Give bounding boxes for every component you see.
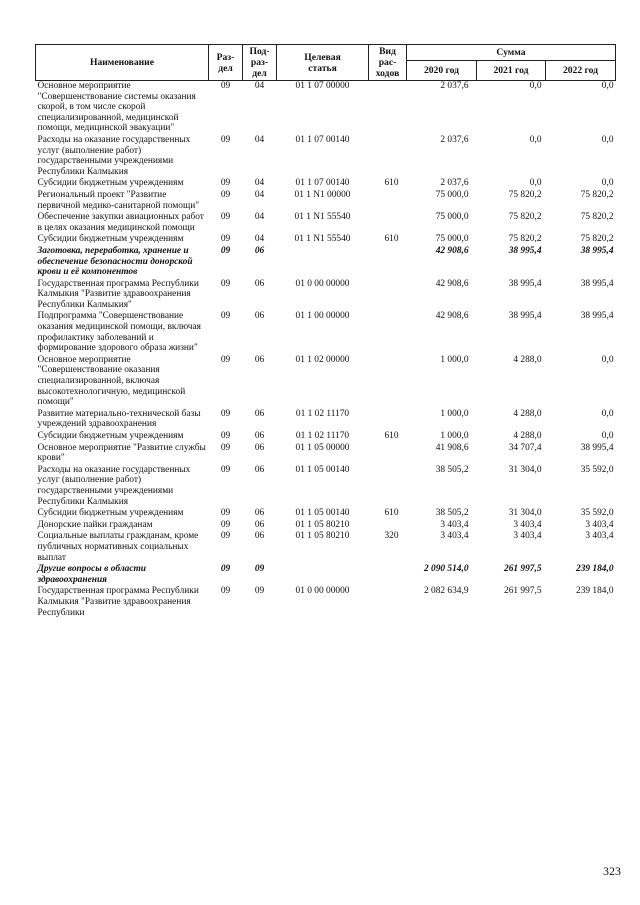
row-sum-2020: 1 000,0: [440, 354, 469, 365]
row-sum-2021: 38 995,4: [508, 278, 542, 289]
budget-table: [35, 44, 616, 619]
row-target: 01 1 N1 00000: [294, 189, 351, 200]
table-row: [36, 234, 616, 246]
row-sum-2022: 38 995,4: [580, 442, 614, 453]
row-target: 01 1 07 00140: [295, 178, 350, 189]
table-row: [36, 246, 616, 279]
row-vid: [369, 246, 407, 279]
row-name: Подпрограмма "Совершенствование оказания медицинской помощи, включая профилактику заболеваний и формирование здорового образа жизни": [37, 311, 201, 354]
row-razdel: 09: [220, 564, 231, 575]
row-name: Основное мероприятие "Совершенствование оказания специализированной, включая высокотехнологичную, медицинской помощи": [37, 354, 186, 408]
row-razdel: 09: [220, 278, 231, 289]
row-sum-2020: 1 000,0: [440, 431, 469, 441]
row-podrazdel: 06: [254, 531, 265, 542]
row-podrazdel: 06: [254, 519, 265, 530]
table-row: [36, 465, 616, 508]
row-target: 01 1 05 00000: [295, 442, 350, 453]
row-name: Основное мероприятие "Развитие службы крови": [37, 442, 206, 464]
row-sum-2020: 1 000,0: [440, 408, 469, 419]
row-sum-2021: 31 304,0: [508, 464, 542, 475]
row-sum-2020: 42 908,6: [435, 245, 469, 256]
row-target: 01 1 02 00000: [295, 354, 350, 365]
row-sum-2022: 38 995,4: [580, 311, 614, 322]
header-podrazdel: Под- раз- дел: [243, 45, 277, 81]
row-target: 01 1 05 80210: [295, 519, 350, 530]
row-razdel: 09: [220, 81, 231, 91]
row-sum-2021: 38 995,4: [508, 245, 542, 256]
row-name: Субсидии бюджетным учреждениям: [37, 178, 184, 189]
row-podrazdel: 04: [254, 189, 265, 200]
table-row: [36, 178, 616, 190]
budget-table-sheet: [35, 44, 615, 619]
row-target: 01 0 00 00000: [295, 586, 350, 597]
row-sum-2021: 38 995,4: [508, 311, 542, 322]
row-name: Субсидии бюджетным учреждениям: [37, 234, 184, 245]
table-row: [36, 443, 616, 465]
row-razdel: 09: [220, 178, 231, 189]
row-razdel: 09: [220, 134, 231, 145]
table-row: [36, 212, 616, 234]
row-vid: [369, 81, 407, 135]
table-row: [36, 431, 616, 443]
row-vid: [369, 311, 407, 354]
row-target: 01 1 N1 55540: [294, 234, 351, 245]
row-sum-2022: 38 995,4: [580, 245, 614, 256]
table-row: [36, 508, 616, 520]
row-sum-2020: 2 037,6: [440, 81, 469, 91]
row-razdel: 09: [220, 531, 231, 542]
table-row: [36, 409, 616, 431]
header-sum: Сумма: [407, 45, 616, 61]
row-sum-2021: 34 707,4: [508, 442, 542, 453]
row-sum-2020: 38 505,2: [435, 508, 469, 519]
row-vid: 610: [384, 234, 399, 245]
row-sum-2022: 75 820,2: [580, 212, 614, 223]
row-sum-2022: 75 820,2: [580, 234, 614, 245]
row-name: Основное мероприятие "Совершенствование системы оказания скорой, в том числе скорой специализированной, медицинской помощи, медицинской эвакуации": [37, 81, 196, 134]
row-name: Расходы на оказание государственных услуг (выполнение работ) государственными учреждениями Республики Калмыкия: [37, 134, 191, 177]
table-row: [36, 135, 616, 178]
row-razdel: 09: [220, 519, 231, 530]
row-razdel: 09: [220, 354, 231, 365]
row-sum-2020: 2 037,6: [440, 178, 469, 189]
table-row: [36, 520, 616, 532]
row-sum-2020: 42 908,6: [435, 311, 469, 322]
row-podrazdel: 06: [254, 431, 265, 441]
row-sum-2022: 38 995,4: [580, 278, 614, 289]
row-name: Развитие материально-технической базы учреждений здравоохранения: [37, 408, 201, 430]
row-name: Заготовка, переработка, хранение и обеспечение безопасности донорской крови и её компонентов: [37, 245, 193, 278]
row-razdel: 09: [220, 212, 231, 223]
row-name: Донорские пайки гражданам: [37, 519, 153, 530]
row-razdel: 09: [220, 311, 231, 322]
row-target: 01 1 02 11170: [295, 431, 350, 441]
row-razdel: 09: [220, 189, 231, 200]
row-sum-2022: 0,0: [601, 354, 614, 365]
row-name: Субсидии бюджетным учреждениям: [37, 508, 184, 519]
row-name: Государственная программа Республики Калмыкия "Развитие здравоохранения Республики Калмыкия": [37, 278, 199, 310]
row-podrazdel: 04: [254, 178, 265, 189]
table-row: [36, 190, 616, 212]
row-target: 01 1 07 00000: [295, 81, 350, 91]
row-sum-2020: 38 505,2: [435, 464, 469, 475]
row-sum-2020: 3 403,4: [440, 519, 469, 530]
header-name: Наименование: [36, 45, 209, 81]
row-sum-2020: 75 000,0: [435, 234, 469, 245]
header-target: Целевая статья: [277, 45, 369, 81]
row-target: [277, 564, 369, 586]
row-razdel: 09: [220, 442, 231, 453]
table-body: [36, 81, 616, 620]
row-vid: [369, 465, 407, 508]
row-sum-2020: 2 037,6: [440, 134, 469, 145]
page-number: 323: [603, 864, 621, 878]
row-sum-2022: 35 592,0: [580, 464, 614, 475]
row-sum-2022: 3 403,4: [585, 531, 614, 542]
row-podrazdel: 04: [254, 212, 265, 223]
row-razdel: 09: [220, 408, 231, 419]
row-sum-2021: 261 997,5: [504, 586, 542, 597]
row-podrazdel: 06: [254, 245, 265, 256]
row-sum-2022: 0,0: [601, 81, 614, 91]
table-row: [36, 279, 616, 312]
row-name: Расходы на оказание государственных услуг (выполнение работ) государственными учреждениями Республики Калмыкия: [37, 464, 191, 507]
row-razdel: 09: [220, 586, 231, 597]
row-sum-2021: 3 403,4: [513, 519, 542, 530]
table-row: [36, 564, 616, 586]
row-target: 01 1 05 00140: [295, 464, 350, 475]
row-podrazdel: 06: [254, 442, 265, 453]
row-sum-2022: 3 403,4: [585, 519, 614, 530]
row-sum-2022: 0,0: [601, 178, 614, 189]
row-name: Социальные выплаты гражданам, кроме публичных нормативных социальных выплат: [37, 531, 199, 563]
row-name: Государственная программа Республики Калмыкия "Развитие здравоохранения Республики: [37, 586, 199, 618]
table-row: [36, 355, 616, 409]
row-sum-2020: 75 000,0: [435, 212, 469, 223]
header-year-2020: 2020 год: [407, 61, 477, 81]
row-sum-2021: 0,0: [529, 134, 542, 145]
row-sum-2022: 0,0: [601, 408, 614, 419]
row-razdel: 09: [220, 431, 231, 441]
row-sum-2020: 2 082 634,9: [423, 586, 469, 597]
row-vid: [369, 409, 407, 431]
row-podrazdel: 06: [254, 508, 265, 519]
row-sum-2020: 75 000,0: [435, 189, 469, 200]
row-vid: [369, 279, 407, 312]
row-razdel: 09: [220, 245, 231, 256]
row-podrazdel: 04: [254, 134, 265, 145]
row-razdel: 09: [220, 234, 231, 245]
row-vid: 610: [384, 431, 399, 441]
table-row: [36, 586, 616, 619]
row-sum-2021: 0,0: [529, 178, 542, 189]
row-sum-2020: 2 090 514,0: [423, 564, 469, 575]
row-sum-2022: 35 592,0: [580, 508, 614, 519]
row-vid: [369, 520, 407, 532]
row-target: 01 1 N1 55540: [294, 212, 351, 223]
row-vid: 610: [384, 508, 399, 519]
row-target: 01 0 00 00000: [295, 278, 350, 289]
row-vid: [369, 135, 407, 178]
row-sum-2021: 261 997,5: [504, 564, 542, 575]
row-target: [277, 246, 369, 279]
row-podrazdel: 04: [254, 234, 265, 245]
row-podrazdel: 06: [254, 278, 265, 289]
row-sum-2021: 4 288,0: [513, 408, 542, 419]
row-vid: [369, 190, 407, 212]
row-vid: [369, 355, 407, 409]
header-year-2022: 2022 год: [546, 61, 616, 81]
row-sum-2021: 75 820,2: [508, 234, 542, 245]
row-vid: 610: [384, 178, 399, 189]
row-target: 01 1 05 80210: [295, 531, 350, 542]
row-target: 01 1 05 00140: [295, 508, 350, 519]
row-sum-2021: 3 403,4: [513, 531, 542, 542]
table-row: [36, 311, 616, 354]
row-sum-2020: 41 908,6: [435, 442, 469, 453]
table-row: [36, 81, 616, 135]
row-vid: 320: [384, 531, 399, 542]
row-name: Другие вопросы в области здравоохранения: [37, 564, 146, 585]
row-razdel: 09: [220, 508, 231, 519]
row-sum-2020: 3 403,4: [440, 531, 469, 542]
row-vid: [369, 443, 407, 465]
row-sum-2021: 31 304,0: [508, 508, 542, 519]
row-sum-2022: 0,0: [601, 431, 614, 441]
row-vid: [369, 564, 407, 586]
row-name: Региональный проект "Развитие первичной медико-санитарной помощи": [37, 189, 200, 211]
row-target: 01 1 02 11170: [295, 408, 350, 419]
row-sum-2021: 0,0: [529, 81, 542, 91]
row-podrazdel: 09: [254, 586, 265, 597]
row-podrazdel: 06: [254, 311, 265, 322]
row-sum-2021: 4 288,0: [513, 354, 542, 365]
row-podrazdel: 06: [254, 464, 265, 475]
header-razdel: Раз- дел: [209, 45, 243, 81]
row-sum-2021: 75 820,2: [508, 189, 542, 200]
row-sum-2022: 0,0: [601, 134, 614, 145]
row-sum-2020: 42 908,6: [435, 278, 469, 289]
row-podrazdel: 09: [254, 564, 265, 575]
row-sum-2021: 75 820,2: [508, 212, 542, 223]
row-sum-2022: 239 184,0: [576, 586, 614, 597]
row-target: 01 1 07 00140: [295, 134, 350, 145]
table-row: [36, 531, 616, 564]
row-sum-2021: 4 288,0: [513, 431, 542, 441]
row-sum-2022: 75 820,2: [580, 189, 614, 200]
row-sum-2022: 239 184,0: [576, 564, 614, 575]
row-razdel: 09: [220, 464, 231, 475]
row-target: 01 1 00 00000: [295, 311, 350, 322]
row-vid: [369, 586, 407, 619]
row-podrazdel: 06: [254, 354, 265, 365]
row-name: Субсидии бюджетным учреждениям: [37, 431, 184, 441]
row-vid: [369, 212, 407, 234]
header-vid: Вид рас- ходов: [369, 45, 407, 81]
row-name: Обеспечение закупки авиационных работ в целях оказания медицинской помощи: [37, 212, 204, 233]
row-podrazdel: 04: [254, 81, 265, 91]
header-year-2021: 2021 год: [477, 61, 546, 81]
row-podrazdel: 06: [254, 408, 265, 419]
